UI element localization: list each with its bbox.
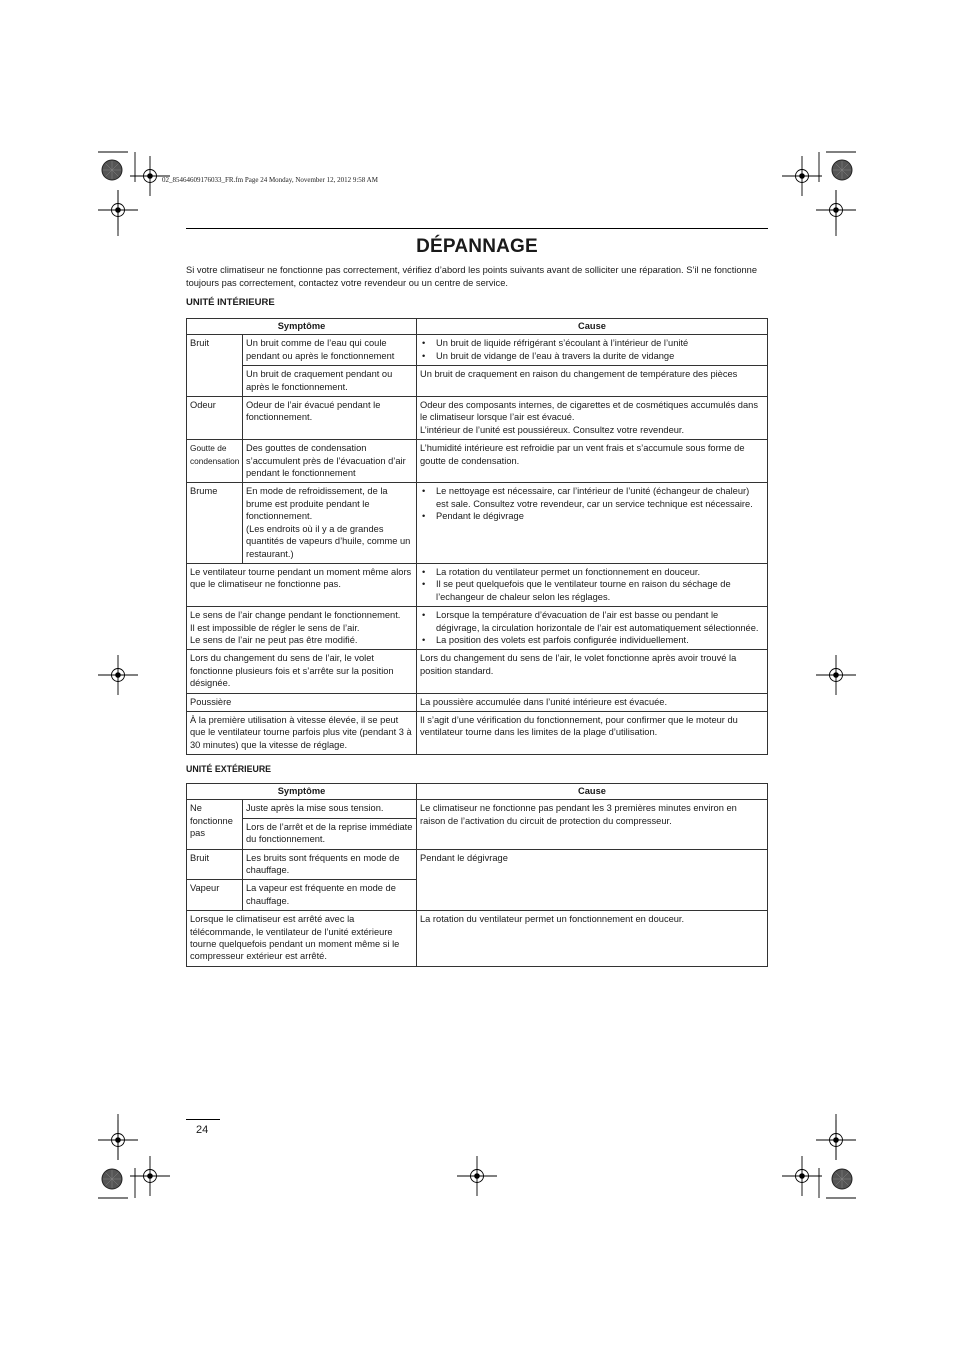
symptom-cell: Des gouttes de condensation s’accumulent près de l’évacuation d’air pendant le fonctionnement [243, 440, 417, 483]
outdoor-troubleshooting-table [186, 783, 768, 967]
symptom-cell: Lors de l’arrêt et de la reprise immédiate du fonctionnement. [243, 818, 417, 849]
cause-cell: Il s’agit d’une vérification du fonctionnement, pour confirmer que le moteur du ventilateur tourne dans les limites de la plage d’utilisation. [417, 711, 768, 754]
crop-mark-bottom-right [782, 1114, 856, 1198]
category-brume: Brume [187, 483, 243, 563]
symptom-cell: Le ventilateur tourne pendant un moment même alors que le climatiseur ne fonctionne pas. [187, 563, 417, 606]
outdoor-unit-heading: UNITÉ EXTÉRIEURE [186, 764, 272, 774]
cause-cell [417, 607, 768, 650]
page-number: 24 [196, 1124, 209, 1136]
cause-cell: La poussière accumulée dans l’unité intérieure est évacuée. [417, 693, 768, 711]
cause-cell: Pendant le dégivrage [417, 849, 768, 911]
cause-bullet: • Un bruit de liquide réfrigérant s’écoulant à l’intérieur de l’unité [420, 337, 764, 349]
cause-cell [417, 335, 768, 366]
symptom-cell: La vapeur est fréquente en mode de chauffage. [243, 880, 417, 911]
cause-cell: L’humidité intérieure est refroidie par un vent frais et s’accumule sous forme de goutte de condensation. [417, 440, 768, 483]
table-row [187, 563, 768, 606]
table-row [187, 607, 768, 650]
indoor-unit-heading: UNITÉ INTÉRIEURE [186, 297, 275, 308]
top-rule [186, 228, 768, 229]
crop-mark-top-right [782, 152, 856, 236]
symptom-cell [187, 607, 417, 650]
table-row [187, 849, 768, 880]
category-odeur: Odeur [187, 397, 243, 440]
symptom-cell: Odeur de l’air évacué pendant le fonctionnement. [243, 397, 417, 440]
symptom-cell: Les bruits sont fréquents en mode de chauffage. [243, 849, 417, 880]
header-symptom: Symptôme [187, 319, 417, 335]
category-goutte: Goutte de condensation [187, 440, 243, 483]
cause-bullet: • Lorsque la température d’évacuation de l’air est basse ou pendant le dégivrage, la circulation horizontale de l’air est automatiquement sélectionnée. [420, 609, 764, 634]
header-cause: Cause [417, 319, 768, 335]
symptom-cell: Juste après la mise sous tension. [243, 800, 417, 818]
cause-cell [417, 397, 768, 440]
symptom-cell [243, 483, 417, 563]
cause-bullet: • Pendant le dégivrage [420, 510, 764, 522]
table-header-row [187, 319, 768, 335]
cause-cell: Le climatiseur ne fonctionne pas pendant les 3 premières minutes environ en raison de l’activation du circuit de protection du compresseur. [417, 800, 768, 849]
category-vapeur: Vapeur [187, 880, 243, 911]
intro-paragraph: Si votre climatiseur ne fonctionne pas correctement, vérifiez d’abord les points suivants avant de solliciter une réparation. S’il ne fonctionne toujours pas correctement, contactez votre revendeur ou un centre de service. [186, 265, 758, 289]
symptom-line: En mode de refroidissement, de la brume est produite pendant le fonctionnement. [246, 486, 388, 522]
cause-line: L’intérieur de l’unité est poussiéreux. Consultez votre revendeur. [420, 424, 685, 435]
cause-cell: Lors du changement du sens de l’air, le volet fonctionne après avoir trouvé la position standard. [417, 650, 768, 693]
table-row [187, 711, 768, 754]
file-header: 02_85464609176033_FR.fm Page 24 Monday, November 12, 2012 9:58 AM [162, 176, 378, 184]
cause-bullet: • Il se peut quelquefois que le ventilateur tourne en raison du séchage de l’echangeur de chaleur selon les réglages. [420, 578, 764, 603]
symptom-cell: Un bruit de craquement pendant ou après le fonctionnement. [243, 366, 417, 397]
table-row [187, 800, 768, 818]
table-row [187, 440, 768, 483]
crop-mark-bottom-left [98, 1114, 170, 1198]
cause-bullet: • Un bruit de vidange de l’eau à travers la durite de vidange [420, 350, 764, 362]
indoor-troubleshooting-table [186, 318, 768, 755]
symptom-cell: Poussière [187, 693, 417, 711]
symptom-line: Il est impossible de régler le sens de l’air. [190, 622, 360, 633]
symptom-line: (Les endroits où il y a de grandes quantités de vapeurs d’huile, comme un restaurant.) [246, 523, 411, 559]
cause-cell [417, 483, 768, 563]
category-bruit: Bruit [187, 335, 243, 397]
registration-cross-left [98, 655, 138, 695]
category-bruit: Bruit [187, 849, 243, 880]
symptom-line: Le sens de l’air change pendant le fonctionnement. [190, 610, 401, 621]
cause-cell: Un bruit de craquement en raison du changement de température des pièces [417, 366, 768, 397]
table-row [187, 911, 768, 967]
symptom-cell: Lors du changement du sens de l’air, le volet fonctionne plusieurs fois et s’arrête sur la position désignée. [187, 650, 417, 693]
cause-bullet: • La rotation du ventilateur permet un fonctionnement en douceur. [420, 566, 764, 578]
table-row [187, 366, 768, 397]
table-row [187, 693, 768, 711]
cause-line: Odeur des composants internes, de cigarettes et de cosmétiques accumulés dans le climatiseur lorsque l’air est évacué. [420, 400, 758, 423]
cause-bullet: • Le nettoyage est nécessaire, car l’intérieur de l’unité (échangeur de chaleur) est sale. Consultez votre revendeur, car un service technique est nécessaire. [420, 485, 764, 510]
crop-mark-top-left [98, 152, 170, 236]
table-row [187, 650, 768, 693]
table-row [187, 397, 768, 440]
page-title: DÉPANNAGE [416, 236, 538, 257]
registration-cross-right [816, 655, 856, 695]
symptom-cell: À la première utilisation à vitesse élevée, il se peut que le ventilateur tourne parfois plus vite (pendant 3 à 30 minutes) que la vitesse de réglage. [187, 711, 417, 754]
symptom-cell: Un bruit comme de l’eau qui coule pendant ou après le fonctionnement [243, 335, 417, 366]
cause-cell [417, 563, 768, 606]
category-ne-fonctionne-pas: Ne fonctionne pas [187, 800, 243, 849]
cause-bullet: • La position des volets est parfois configurée individuellement. [420, 634, 764, 646]
table-row [187, 335, 768, 366]
header-cause: Cause [417, 784, 768, 800]
page-number-rule [186, 1119, 220, 1120]
cause-cell: La rotation du ventilateur permet un fonctionnement en douceur. [417, 911, 768, 967]
symptom-cell: Lorsque le climatiseur est arrêté avec la télécommande, le ventilateur de l’unité extérieure tourne quelquefois pendant un moment même si le compresseur extérieur est arrêté. [187, 911, 417, 967]
header-symptom: Symptôme [187, 784, 417, 800]
symptom-line: Le sens de l’air ne peut pas être modifié. [190, 634, 358, 645]
table-header-row [187, 784, 768, 800]
table-row [187, 483, 768, 563]
registration-cross-bottom [457, 1156, 497, 1196]
